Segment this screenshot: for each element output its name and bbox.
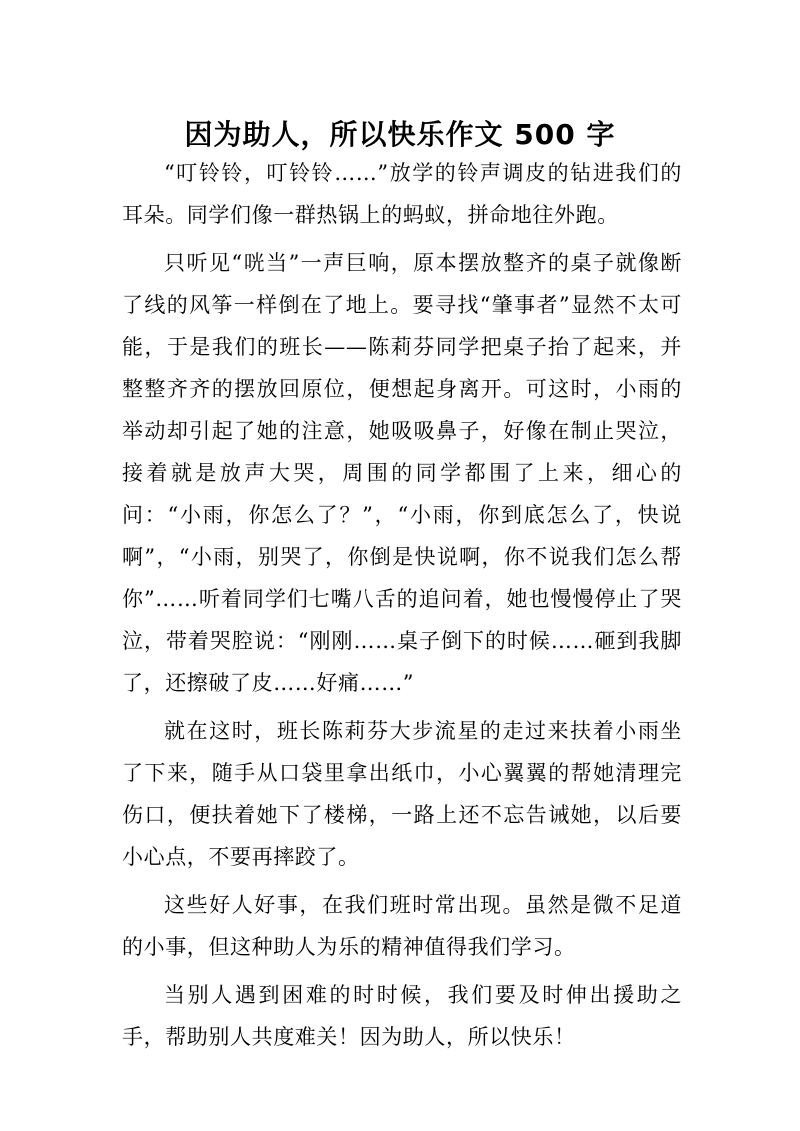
essay-body (122, 152, 682, 1064)
paragraph-2: 只听见“咣当”一声巨响，原本摆放整齐的桌子就像断了线的风筝一样倒在了地上。要寻找“肇事者”显然不太可能，于是我们的班长——陈莉芬同学把桌子抬了起来，并整整齐齐的摆放回原位，便想起身离开。可这时，小雨的举动却引起了她的注意，她吸吸鼻子，好像在制止哭泣，接着就是放声大哭，周围的同学都围了上来，细心的问：“小雨，你怎么了？”，“小雨，你到底怎么了，快说啊”，“小雨，别哭了，你倒是快说啊，你不说我们怎么帮你”……听着同学们七嘴八舌的追问着，她也慢慢停止了哭泣，带着哭腔说：“刚刚……桌子倒下的时候……砸到我脚了，还擦破了皮……好痛……” (122, 251, 682, 695)
essay-title: 因为助人，所以快乐作文 500 字 (184, 117, 616, 151)
paragraph-1: “叮铃铃，叮铃铃……”放学的铃声调皮的钻进我们的耳朵。同学们像一群热锅上的蚂蚁，拼命地往外跑。 (122, 161, 682, 227)
paragraph-3: 就在这时，班长陈莉芬大步流星的走过来扶着小雨坐了下来，随手从口袋里拿出纸巾，小心翼翼的帮她清理完伤口，便扶着她下了楼梯，一路上还不忘告诫她，以后要小心点，不要再摔跤了。 (122, 719, 682, 869)
paragraph-5: 当别人遇到困难的时时候，我们要及时伸出援助之手，帮助别人共度难关！因为助人，所以快乐！ (122, 983, 682, 1049)
paragraph-4: 这些好人好事，在我们班时常出现。虽然是微不足道的小事，但这种助人为乐的精神值得我们学习。 (122, 893, 682, 959)
